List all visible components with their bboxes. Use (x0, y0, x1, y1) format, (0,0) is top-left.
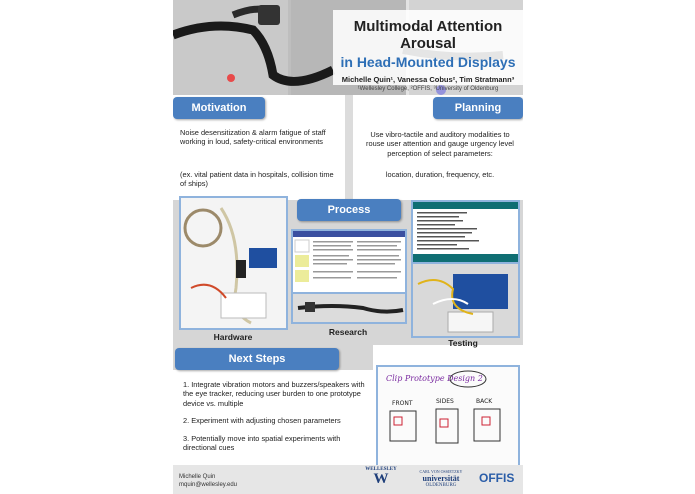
hardware-photo (179, 196, 288, 330)
motivation-text-2: (ex. vital patient data in hospitals, collision time of ships) (180, 170, 334, 189)
oldenburg-logo-line2: universität (422, 474, 460, 483)
planning-heading: Planning (433, 97, 523, 119)
sketch-label-sides: SIDES (436, 398, 454, 405)
contact-info (179, 473, 237, 489)
research-caption: Research (328, 327, 368, 337)
authors: Michelle Quin¹, Vanessa Cobus², Tim Stratmann³ (341, 75, 515, 84)
next-steps-heading: Next Steps (175, 348, 339, 370)
offis-logo: OFFIS (479, 471, 515, 485)
next-step-item: 1. Integrate vibration motors and buzzers/speakers with the eye tracker, reducing user burden to one prototype device vs. multiple (183, 380, 365, 408)
process-heading: Process (297, 199, 401, 221)
hardware-caption: Hardware (213, 332, 253, 342)
contact-email: mquin@wellesley.edu (179, 482, 238, 488)
next-step-item: 3. Potentially move into spatial experiments with directional cues (183, 433, 341, 453)
wellesley-logo-text: WELLESLEY (365, 467, 397, 472)
poster-title: Multimodal Attention Arousal (353, 18, 503, 52)
poster (173, 0, 523, 494)
motivation-heading: Motivation (173, 97, 265, 119)
code-screenshot (411, 200, 520, 264)
sketch-label-front: FRONT (392, 400, 413, 407)
poster-subtitle: in Head-Mounted Displays (340, 54, 516, 70)
sketch-title: Clip Prototype Design 2 (386, 374, 483, 383)
title-block (333, 10, 523, 92)
research-glasses-photo (291, 292, 407, 324)
wellesley-logo-mark: W (373, 471, 389, 487)
prototype-sketch (376, 365, 520, 467)
research-document-image (291, 229, 407, 295)
planning-text-1: Use vibro-tactile and auditory modalities to rouse user attention and gauge urgency level perception of select parameters: (366, 130, 514, 158)
oldenburg-logo-line1: CARL VON OSSIETZKY (419, 469, 463, 474)
motivation-text-1: Noise desensitization & alarm fatigue of staff working in loud, safety-critical environments (180, 128, 326, 147)
footer (173, 465, 523, 494)
testing-caption: Testing (448, 338, 478, 348)
wellesley-logo (363, 467, 399, 487)
affiliations: ¹Wellesley College, ²OFFIS, ³University of Oldenburg (357, 86, 499, 92)
next-steps-list (183, 380, 368, 460)
column-divider (345, 95, 353, 200)
next-step-item: 2. Experiment with adjusting chosen parameters (183, 416, 341, 426)
oldenburg-logo (405, 469, 477, 488)
sketch-label-back: BACK (476, 398, 493, 405)
contact-name: Michelle Quin (179, 474, 216, 480)
oldenburg-logo-line3: OLDENBURG (425, 483, 457, 488)
planning-text-2: location, duration, frequency, etc. (385, 170, 495, 179)
testing-photo (411, 262, 520, 338)
header-photo (173, 0, 523, 95)
